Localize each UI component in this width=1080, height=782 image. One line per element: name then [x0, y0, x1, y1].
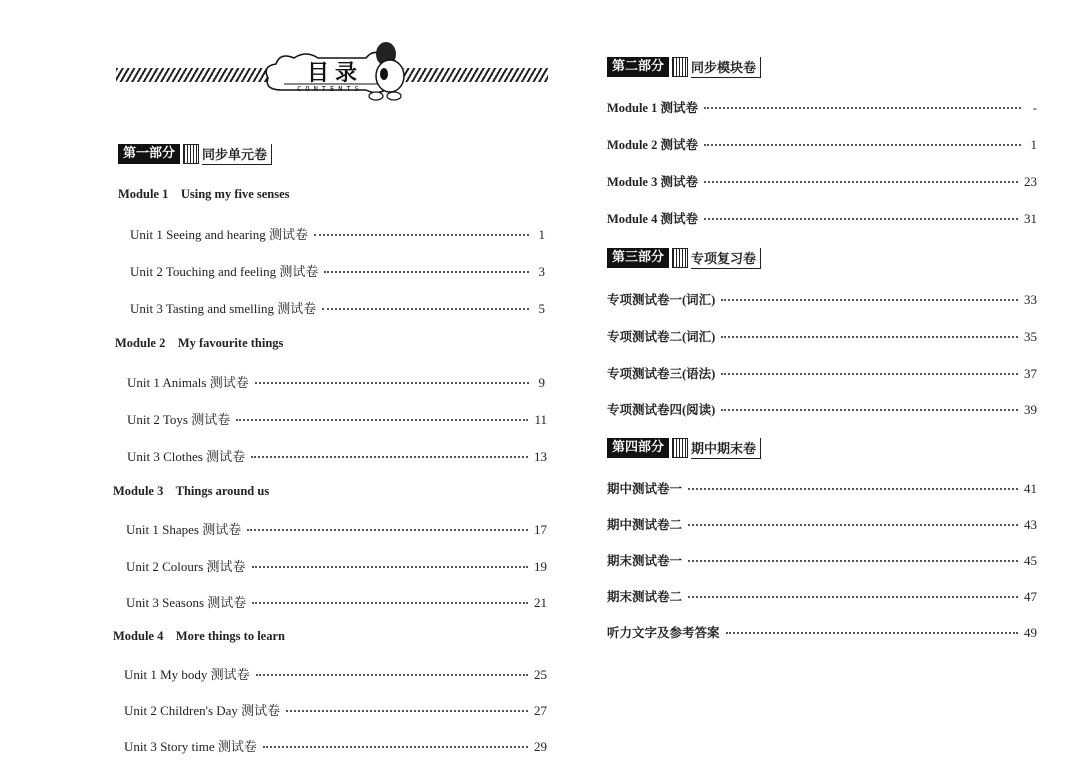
page-title: 目录 — [306, 61, 363, 86]
toc-row[interactable]: 期中测试卷二 43 — [607, 517, 1037, 532]
title-stripe-right — [396, 68, 548, 82]
section-name: 同步单元卷 — [202, 144, 272, 165]
toc-row[interactable]: Module 2 测试卷 1 — [607, 137, 1037, 152]
toc-row[interactable]: Unit 1 Shapes 测试卷 17 — [126, 522, 547, 537]
section-header — [607, 437, 761, 459]
module-heading: Module 1 Using my five senses — [118, 187, 290, 201]
section-header — [607, 56, 761, 78]
section-header — [118, 143, 272, 165]
toc-row[interactable]: Module 4 测试卷 31 — [607, 211, 1037, 226]
module-heading: Module 2 My favourite things — [115, 336, 284, 350]
page-subtitle: CONTENTS — [297, 85, 363, 93]
toc-row[interactable]: 听力文字及参考答案 49 — [607, 625, 1037, 640]
section-name: 同步模块卷 — [691, 57, 761, 78]
section-tag: 第三部分 — [607, 248, 669, 268]
toc-row[interactable]: Unit 1 My body 测试卷 25 — [124, 667, 547, 682]
toc-row[interactable]: 期末测试卷一 45 — [607, 553, 1037, 568]
toc-row[interactable]: Unit 3 Clothes 测试卷 13 — [127, 449, 547, 464]
toc-row[interactable]: Unit 3 Seasons 测试卷 21 — [126, 595, 547, 610]
toc-row[interactable]: 专项测试卷三(语法) 37 — [607, 366, 1037, 381]
toc-row[interactable]: Unit 2 Toys 测试卷 11 — [127, 412, 547, 427]
toc-row[interactable]: Unit 1 Animals 测试卷 9 — [127, 375, 545, 390]
toc-row[interactable]: 专项测试卷二(词汇) 35 — [607, 329, 1037, 344]
module-heading: Module 3 Things around us — [113, 484, 270, 498]
section-name: 专项复习卷 — [691, 248, 761, 269]
section-header — [607, 247, 761, 269]
toc-row[interactable]: 专项测试卷一(词汇) 33 — [607, 292, 1037, 307]
section-bars-icon — [672, 248, 688, 268]
toc-row[interactable]: Unit 2 Colours 测试卷 19 — [126, 559, 547, 574]
section-bars-icon — [672, 438, 688, 458]
section-tag: 第一部分 — [118, 144, 180, 164]
toc-row[interactable]: Module 1 测试卷 - — [607, 100, 1037, 115]
toc-row[interactable]: Unit 1 Seeing and hearing 测试卷 1 — [130, 227, 545, 242]
section-bars-icon — [183, 144, 199, 164]
toc-row[interactable]: 期中测试卷一 41 — [607, 481, 1037, 496]
section-tag: 第四部分 — [607, 438, 669, 458]
toc-row[interactable]: Unit 3 Tasting and smelling 测试卷 5 — [130, 301, 545, 316]
section-bars-icon — [672, 57, 688, 77]
section-name: 期中期末卷 — [691, 438, 761, 459]
title-stripe-left — [116, 68, 276, 82]
module-heading: Module 4 More things to learn — [113, 629, 285, 643]
toc-row[interactable]: Module 3 测试卷 23 — [607, 174, 1037, 189]
toc-row[interactable]: 期末测试卷二 47 — [607, 589, 1037, 604]
toc-row[interactable]: Unit 3 Story time 测试卷 29 — [124, 739, 547, 754]
toc-row[interactable]: 专项测试卷四(阅读) 39 — [607, 402, 1037, 417]
toc-row[interactable]: Unit 2 Touching and feeling 测试卷 3 — [130, 264, 545, 279]
toc-row[interactable]: Unit 2 Children's Day 测试卷 27 — [124, 703, 547, 718]
section-tag: 第二部分 — [607, 57, 669, 77]
